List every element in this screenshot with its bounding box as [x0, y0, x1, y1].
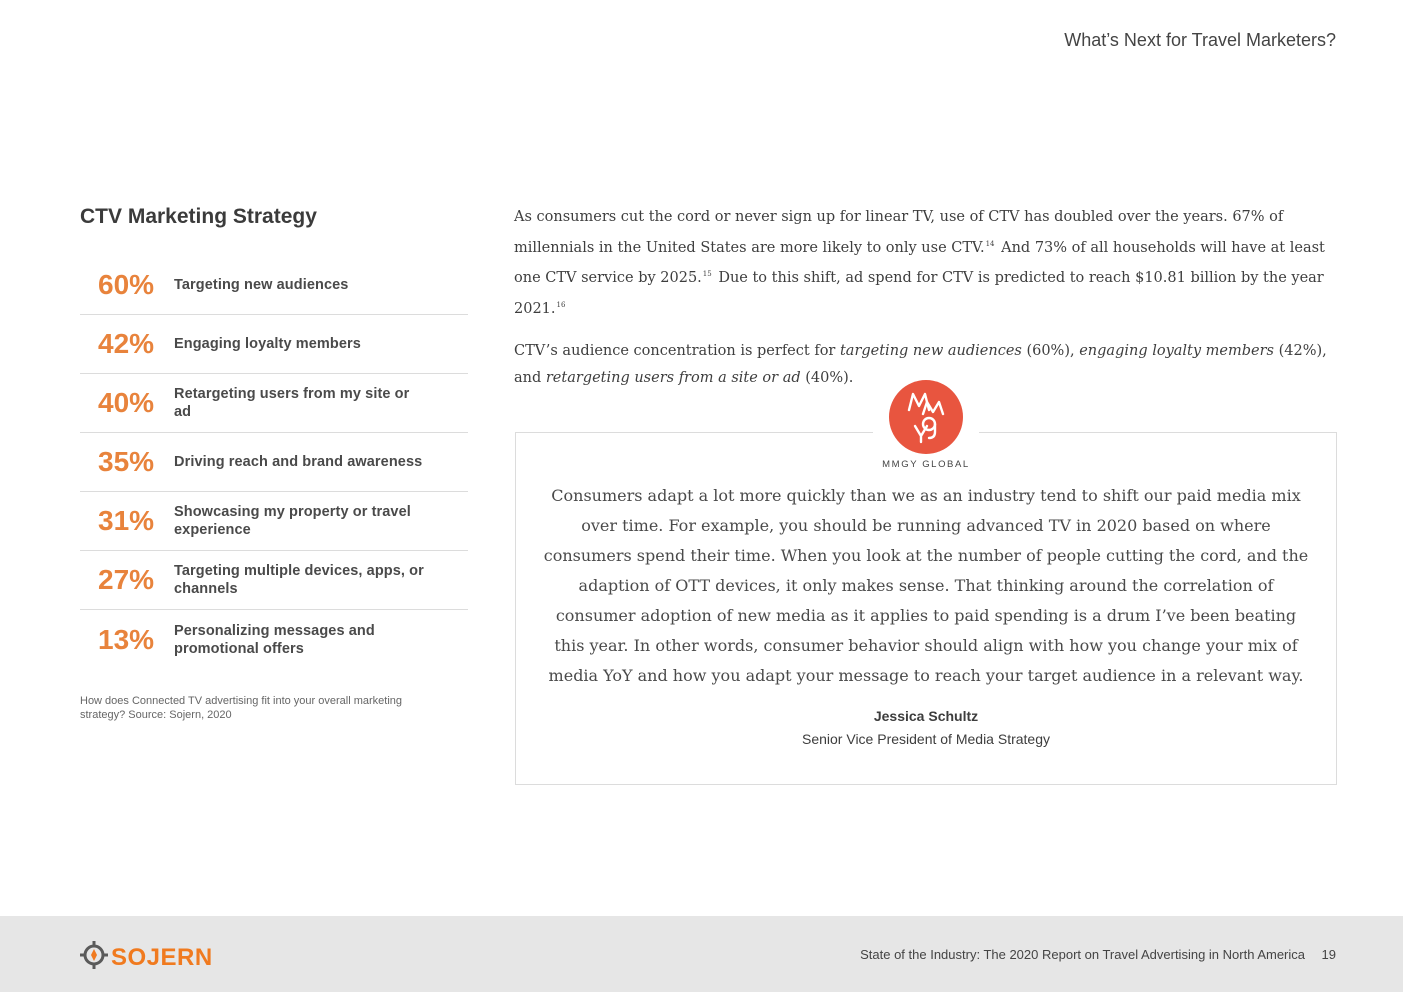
compass-icon	[80, 940, 108, 975]
footnote-ref: 15	[702, 270, 712, 279]
emphasis-text: engaging loyalty members	[1079, 342, 1274, 359]
footer-report-title: State of the Industry: The 2020 Report on Travel Advertising in North America	[860, 947, 1305, 962]
stat-percentage: 27%	[98, 564, 155, 595]
mmgy-logo-text: MMGY GLOBAL	[882, 459, 970, 470]
mmgy-monogram-icon	[889, 380, 963, 454]
stat-label: Targeting multiple devices, apps, or channels	[174, 563, 424, 597]
quote-text: Consumers adapt a lot more quickly than we as an industry tend to shift our paid media mix over time. For example, you should be running advanced TV in 2020 based on where consumers spend their time. When you look at the number of people cutting the cord, and the adaption of OTT devices, it only makes sense. That thinking around the correlation of consumer adoption of new media as it applies to paid spending is a drum I’ve been beating this year. In other words, consumer behavior should align with how you change your mix of media YoY and how you adapt your message to reach your target audience in a relevant way.	[543, 486, 1309, 685]
stat-label: Engaging loyalty members	[174, 336, 361, 352]
mmgy-logo	[873, 374, 979, 474]
stat-row	[80, 433, 468, 492]
stat-label: Driving reach and brand awareness	[174, 454, 423, 470]
emphasis-text: targeting new audiences	[839, 342, 1022, 359]
text-span: (42%), and	[514, 342, 1327, 386]
page-header-title: What’s Next for Travel Marketers?	[1064, 30, 1336, 50]
stat-row	[80, 315, 468, 374]
footnote-ref: 14	[985, 239, 995, 248]
stat-label: Retargeting users from my site or ad	[174, 386, 410, 420]
quote-author-role: Senior Vice President of Media Strategy	[802, 731, 1050, 747]
stat-label: Personalizing messages and promotional offers	[174, 622, 375, 657]
stat-row	[80, 256, 468, 315]
sojern-logo	[80, 940, 213, 975]
paragraph-ctv-growth	[514, 204, 1337, 323]
text-span: And 73% of all households will have at least one CTV service by 2025.	[514, 239, 1325, 287]
text-span: (60%),	[1021, 342, 1080, 359]
stat-label: Showcasing my property or travel experience	[174, 504, 411, 538]
page-footer	[0, 916, 1403, 992]
stat-row	[80, 551, 468, 610]
stat-percentage: 35%	[98, 446, 155, 477]
text-span: Due to this shift, ad spend for CTV is predicted to reach $10.81 billion by the year 2021.	[514, 270, 1324, 318]
section-title: CTV Marketing Strategy	[80, 205, 317, 228]
stat-percentage: 40%	[98, 387, 155, 418]
text-span: CTV’s audience concentration is perfect for	[514, 342, 840, 359]
stat-percentage: 13%	[98, 623, 155, 655]
stat-row	[80, 374, 468, 433]
stat-percentage: 31%	[98, 505, 155, 536]
footnote-ref: 16	[556, 301, 566, 310]
quote-author-name: Jessica Schultz	[873, 708, 979, 724]
source-note: How does Connected TV advertising fit into your overall marketing strategy? Source: Sojern, 2020	[80, 695, 403, 721]
stat-row	[80, 610, 468, 669]
stat-label: Targeting new audiences	[174, 277, 349, 293]
stat-list	[80, 256, 468, 669]
sojern-wordmark: SOJERN	[111, 943, 213, 971]
emphasis-text: retargeting users from a site or ad	[545, 369, 801, 386]
ctv-strategy-panel	[80, 203, 468, 722]
page-number: 19	[1321, 947, 1336, 962]
text-span: (40%).	[800, 369, 854, 386]
stat-row	[80, 492, 468, 551]
text-span: As consumers cut the cord or never sign up for linear TV, use of CTV has doubled over the years. 67% of millennials in the United States are more likely to only use CTV.	[514, 209, 1284, 256]
stat-percentage: 60%	[98, 269, 155, 300]
stat-percentage: 42%	[98, 328, 155, 359]
